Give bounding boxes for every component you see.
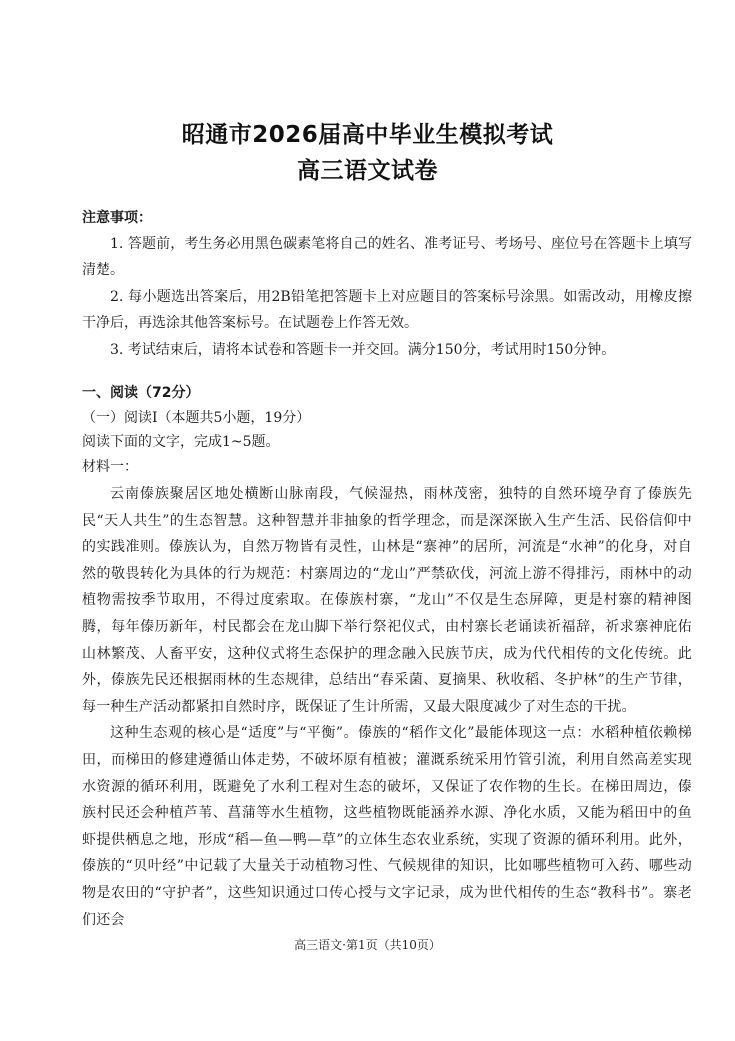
instruction-text: 阅读下面的文字，完成1~5题。 <box>82 434 280 451</box>
notes-list <box>82 231 692 363</box>
part-heading: 一、阅读（72分） <box>82 385 200 401</box>
reading-passage <box>82 481 692 933</box>
passage-paragraph: 这种生态观的核心是“适度”与“平衡”。傣族的“稻作文化”最能体现这一点：水稻种植依赖梯田，而梯田的修建遵循山体走势，不破坏原有植被；灌溉系统采用竹管引流，利用自然高差实现水资源的循环利用，既避免了水利工程对生态的破坏，又保证了农作物的生长。在梯田周边，傣族村民还会种植芦苇、菖蒲等水生植物，这些植物既能涵养水源、净化水质，又能为稻田中的鱼虾提供栖息之地，形成“稻—鱼—鸭—草”的立体生态农业系统，实现了资源的循环利用。此外，傣族的“贝叶经”中记载了大量关于动植物习性、气候规律的知识，比如哪些植物可入药、哪些动物是农田的“守护者”，这些知识通过口传心授与文字记录，成为世代相传的生态“教科书”。寨老们还会 <box>82 725 692 928</box>
exam-title: 昭通市2026届高中毕业生模拟考试 <box>181 122 554 148</box>
note-item: 1. 答题前，考生务必用黑色碳素笔将自己的姓名、准考证号、考场号、座位号在答题卡上填写清楚。 <box>82 236 692 279</box>
note-item: 2. 每小题选出答案后，用2B铅笔把答题卡上对应题目的答案标号涂黑。如需改动，用橡皮擦干净后，再选涂其他答案标号。在试题卷上作答无效。 <box>82 288 692 332</box>
exam-subtitle: 高三语文试卷 <box>297 158 438 184</box>
sub-heading: （一）阅读Ⅰ（本题共5小题，19分） <box>82 409 311 426</box>
note-item: 3. 考试结束后，请将本试卷和答题卡一并交回。满分150分，考试用时150分钟。 <box>110 341 616 358</box>
passage-paragraph: 云南傣族聚居区地处横断山脉南段，气候湿热，雨林茂密，独特的自然环境孕育了傣族先民“天人共生”的生态智慧。这种智慧并非抽象的哲学理念，而是深深嵌入生产生活、民俗信仰中的实践准则。傣族认为，自然万物皆有灵性，山林是“寨神”的居所，河流是“水神”的化身，对自然的敬畏转化为具体的行为规范：村寨周边的“龙山”严禁砍伐，河流上游不得排污，雨林中的动植物需按季节取用，不得过度索取。在傣族村寨，“龙山”不仅是生态屏障，更是村寨的精神图腾，每年傣历新年，村民都会在龙山脚下举行祭祀仪式，由村寨长老诵读祈福辞，祈求寨神庇佑山林繁茂、人畜平安，这种仪式将生态保护的理念融入民族节庆，成为代代相传的文化传统。此外，傣族先民还根据雨林的生态规律，总结出“春采菌、夏摘果、秋收稻、冬护林”的生产节律，每一种生产活动都紧扣自然时序，既保证了生计所需，又最大限度减少了对生态的干扰。 <box>82 486 692 715</box>
material-label: 材料一： <box>82 458 138 475</box>
section-header <box>82 381 692 479</box>
notes-heading: 注意事项： <box>82 210 152 226</box>
page-footer: 高三语文·第1页（共10页） <box>294 938 441 952</box>
